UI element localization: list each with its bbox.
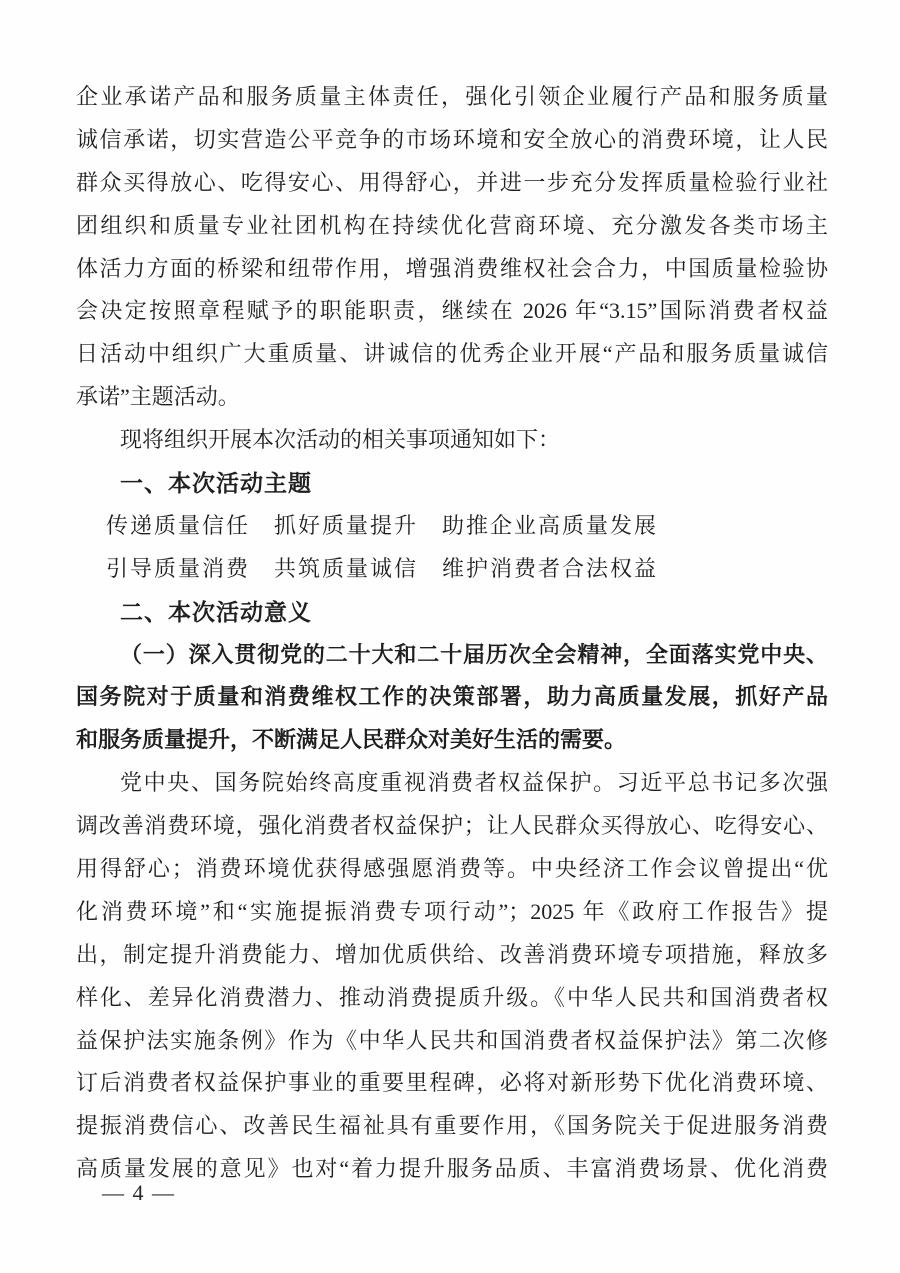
emphasis-line: （一）深入贯彻党的二十大和二十届历次全会精神，全面落实党中央、 bbox=[120, 641, 828, 667]
body-line: 日活动中组织广大重质量、讲诚信的优秀企业开展“产品和服务质量诚信 bbox=[76, 341, 828, 367]
body-line: 提振消费信心、改善民生福祉具有重要作用，《国务院关于促进服务消费 bbox=[76, 1113, 828, 1139]
body-line: 团组织和质量专业社团机构在持续优化营商环境、充分激发各类市场主 bbox=[76, 212, 828, 238]
body-line: 承诺”主题活动。 bbox=[76, 384, 240, 410]
heading-activity-significance: 二、本次活动意义 bbox=[120, 598, 312, 625]
theme-slogan-line-2: 引导质量消费 共筑质量诚信 维护消费者合法权益 bbox=[106, 555, 659, 581]
body-line: 会决定按照章程赋予的职能职责，继续在 2026 年“3.15”国际消费者权益 bbox=[76, 298, 828, 324]
theme-slogan-line-1: 传递质量信任 抓好质量提升 助推企业高质量发展 bbox=[106, 512, 659, 538]
body-line: 用得舒心；消费环境优获得感强愿消费等。中央经济工作会议曾提出“优 bbox=[76, 856, 828, 882]
body-line: 群众买得放心、吃得安心、用得舒心，并进一步充分发挥质量检验行业社 bbox=[76, 169, 828, 195]
body-line: 订后消费者权益保护事业的重要里程碑，必将对新形势下优化消费环境、 bbox=[76, 1070, 828, 1096]
body-line: 诚信承诺，切实营造公平竞争的市场环境和安全放心的消费环境，让人民 bbox=[76, 126, 828, 152]
emphasis-line: 国务院对于质量和消费维权工作的决策部署，助力高质量发展，抓好产品 bbox=[76, 684, 828, 710]
body-line: 党中央、国务院始终高度重视消费者权益保护。习近平总书记多次强 bbox=[120, 770, 828, 796]
body-line: 样化、差异化消费潜力、推动消费提质升级。《中华人民共和国消费者权 bbox=[76, 984, 828, 1010]
body-line: 高质量发展的意见》也对“着力提升服务品质、丰富消费场景、优化消费 bbox=[76, 1156, 828, 1182]
body-line: 化消费环境”和“实施提振消费专项行动”；2025 年《政府工作报告》提 bbox=[76, 898, 828, 924]
body-line: 调改善消费环境，强化消费者权益保护；让人民群众买得放心、吃得安心、 bbox=[76, 813, 828, 839]
heading-activity-theme: 一、本次活动主题 bbox=[120, 470, 312, 497]
body-line: 体活力方面的桥梁和纽带作用，增强消费维权社会合力，中国质量检验协 bbox=[76, 255, 828, 281]
body-line: 企业承诺产品和服务质量主体责任，强化引领企业履行产品和服务质量 bbox=[76, 84, 828, 109]
body-line: 出，制定提升消费能力、增加优质供给、改善消费环境专项措施，释放多 bbox=[76, 941, 828, 967]
emphasis-line: 和服务质量提升，不断满足人民群众对美好生活的需要。 bbox=[76, 727, 627, 753]
document-body bbox=[76, 76, 828, 1191]
page-number: — 4 — bbox=[102, 1180, 176, 1205]
body-line: 益保护法实施条例》作为《中华人民共和国消费者权益保护法》第二次修 bbox=[76, 1027, 828, 1053]
notice-intro-line: 现将组织开展本次活动的相关事项通知如下： bbox=[120, 427, 561, 453]
